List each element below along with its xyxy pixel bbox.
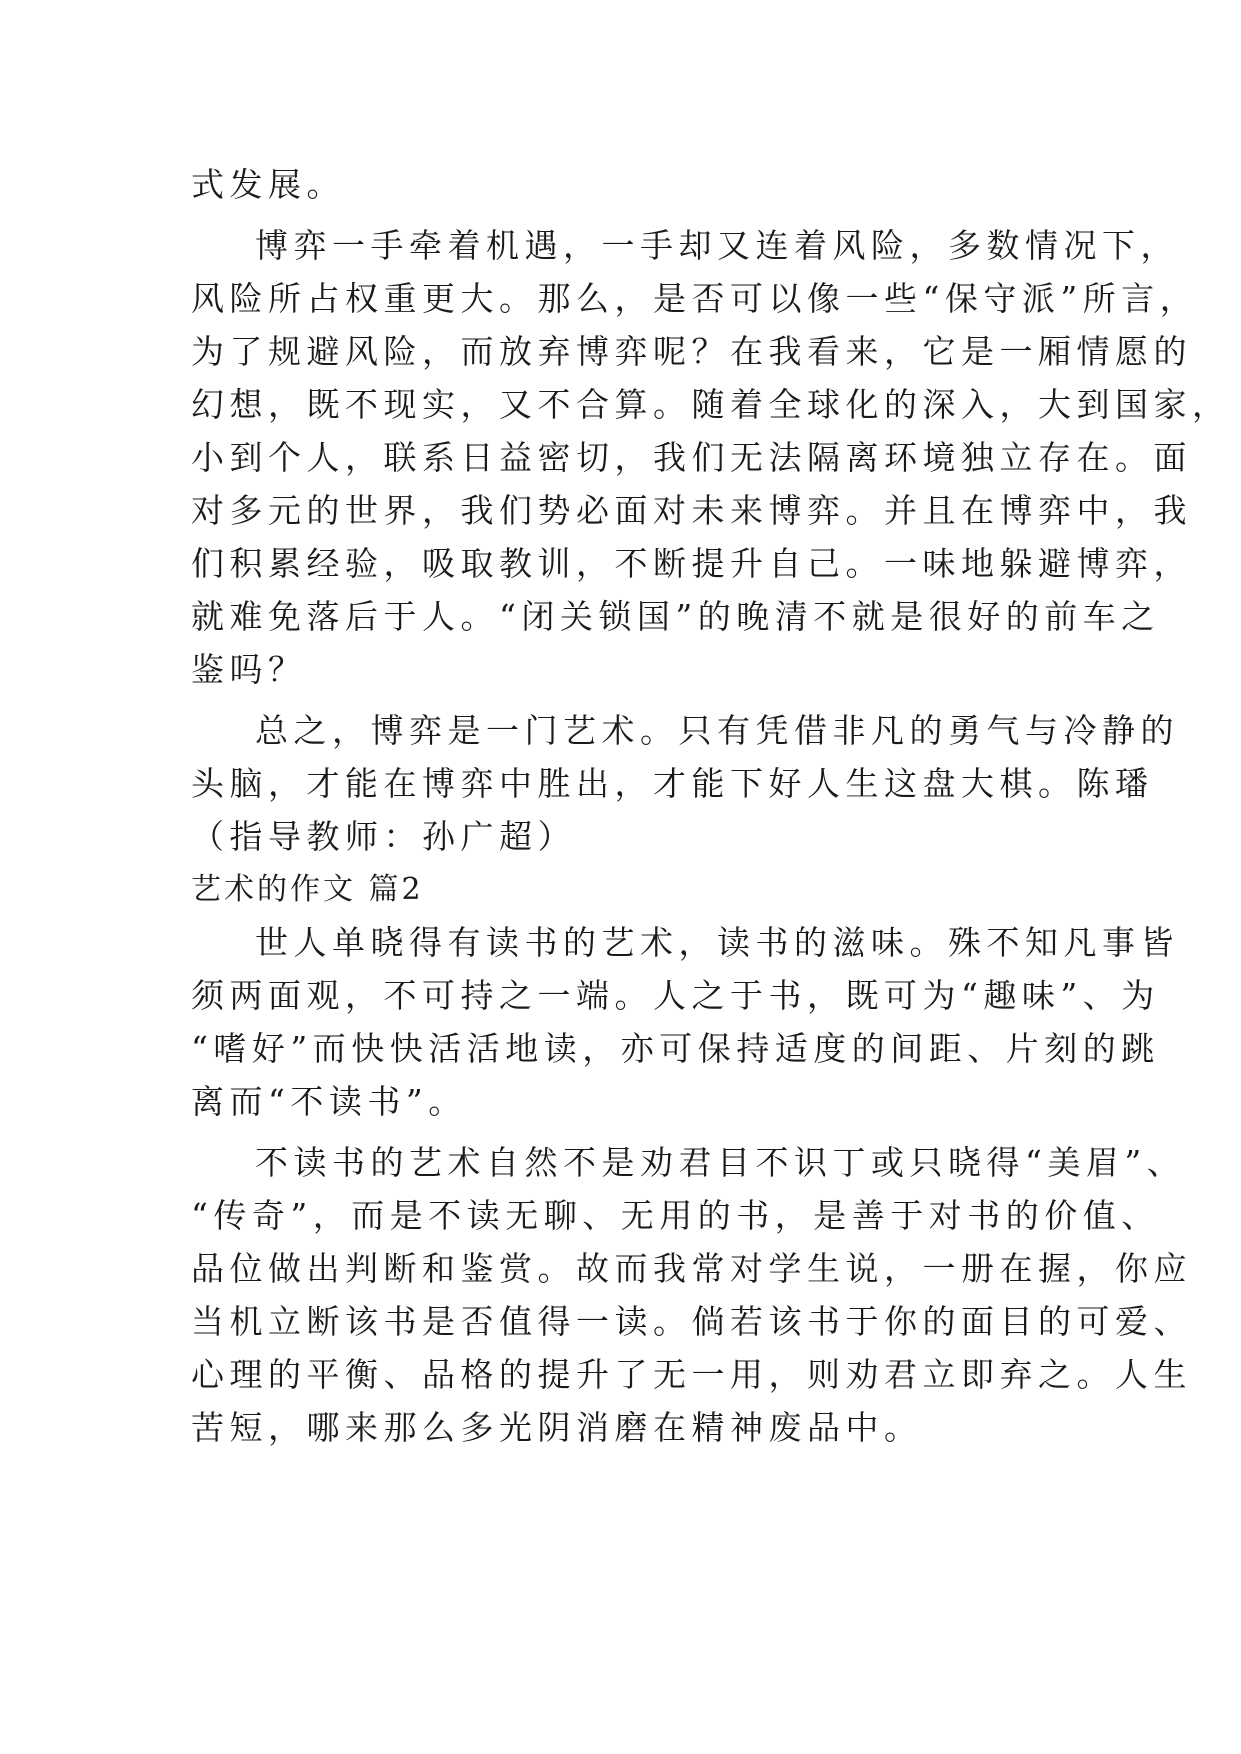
essay1-paragraph-2 xyxy=(191,219,1231,696)
paragraph-line: 们积累经验，吸取教训，不断提升自己。一味地躲避博弈， xyxy=(191,544,1192,583)
paragraph-line: 小到个人，联系日益密切，我们无法隔离环境独立存在。面 xyxy=(191,438,1192,477)
document-page xyxy=(191,158,1231,1454)
paragraph-line: 为了规避风险，而放弃博弈呢？在我看来，它是一厢情愿的 xyxy=(191,332,1192,371)
paragraph-line: 心理的平衡、品格的提升了无一用，则劝君立即弃之。人生 xyxy=(191,1355,1192,1394)
paragraph-line: 头脑，才能在博弈中胜出，才能下好人生这盘大棋。陈璠 xyxy=(191,764,1154,803)
paragraph-line: 当机立断该书是否值得一读。倘若该书于你的面目的可爱、 xyxy=(191,1302,1192,1341)
paragraph-line: “传奇”，而是不读无聊、无用的书，是善于对书的价值、 xyxy=(191,1196,1160,1235)
paragraph-line: “嗜好”而快快活活地读，亦可保持适度的间距、片刻的跳 xyxy=(191,1029,1160,1068)
section-heading: 艺术的作文 篇2 xyxy=(191,872,424,907)
paragraph-line: 不读书的艺术自然不是劝君目不识丁或只晓得“美眉”、 xyxy=(255,1143,1186,1182)
paragraph-line: 式发展。 xyxy=(191,165,345,204)
paragraph-line: 对多元的世界，我们势必面对未来博弈。并且在博弈中，我 xyxy=(191,491,1192,530)
teacher-credit: （指导教师：孙广超） xyxy=(191,817,576,856)
paragraph-line: 总之，博弈是一门艺术。只有凭借非凡的勇气与冷静的 xyxy=(255,711,1179,750)
paragraph-line: 就难免落后于人。“闭关锁国”的晚清不就是很好的前车之 xyxy=(191,597,1160,636)
paragraph-line: 苦短，哪来那么多光阴消磨在精神废品中。 xyxy=(191,1408,923,1447)
paragraph-line: 须两面观，不可持之一端。人之于书，既可为“趣味”、为 xyxy=(191,976,1160,1015)
paragraph-line: 风险所占权重更大。那么，是否可以像一些“保守派”所言， xyxy=(191,279,1199,318)
essay2-paragraph-1 xyxy=(191,916,1179,1128)
paragraph-line: 世人单晓得有读书的艺术，读书的滋味。殊不知凡事皆 xyxy=(255,923,1179,962)
paragraph-line: 幻想，既不现实，又不合算。随着全球化的深入，大到国家， xyxy=(191,385,1231,424)
essay2-paragraph-2 xyxy=(191,1136,1192,1454)
paragraph-line: 鉴吗？ xyxy=(191,650,307,689)
paragraph-line: 品位做出判断和鉴赏。故而我常对学生说，一册在握，你应 xyxy=(191,1249,1192,1288)
paragraph-line: 博弈一手牵着机遇，一手却又连着风险，多数情况下， xyxy=(255,226,1179,265)
paragraph-line: 离而“不读书”。 xyxy=(191,1082,467,1121)
essay1-paragraph-3 xyxy=(191,704,1179,863)
